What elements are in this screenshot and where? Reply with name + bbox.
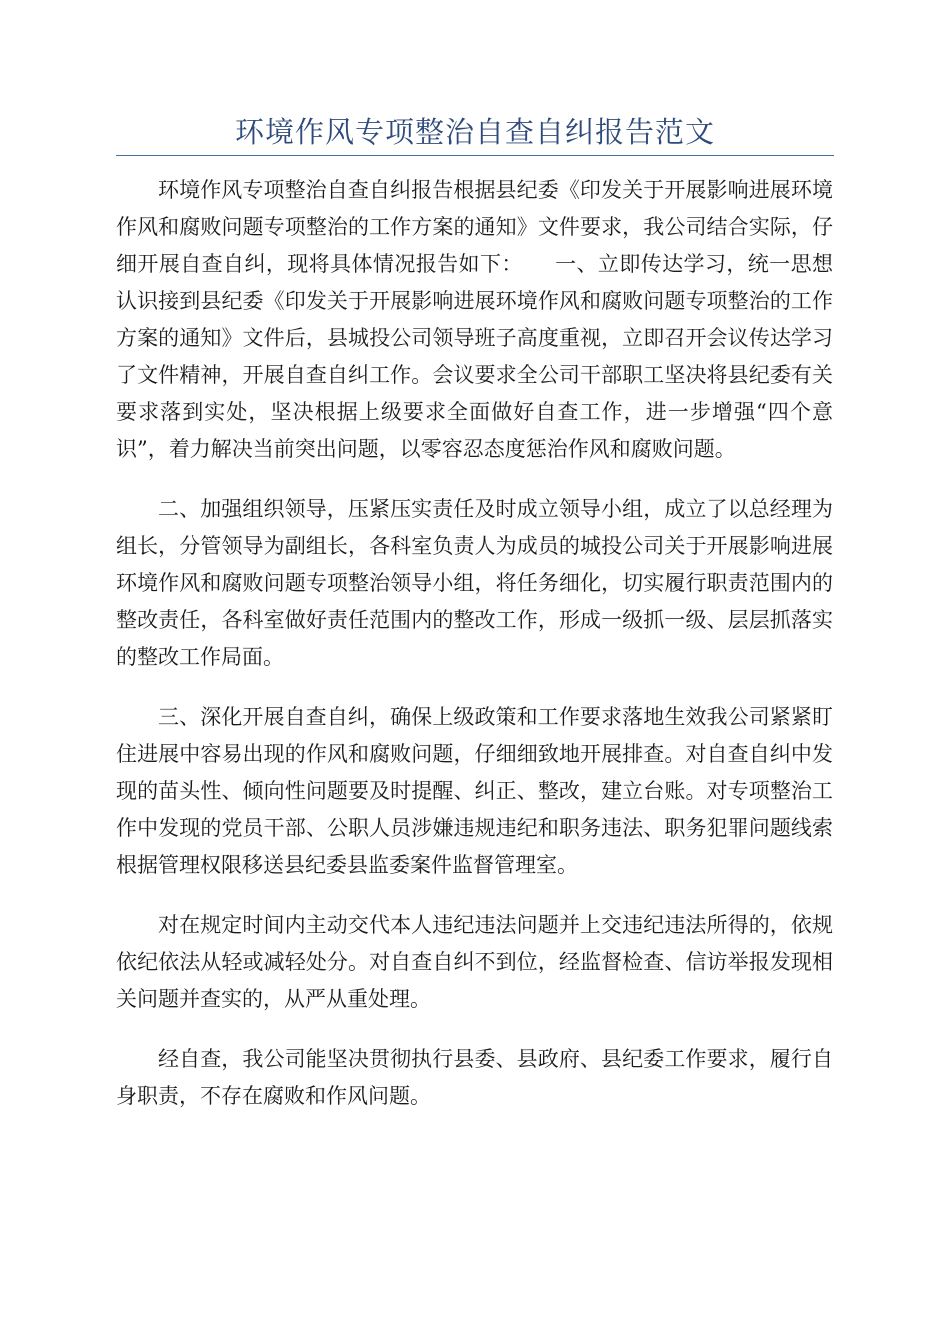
- paragraph-handling: 对在规定时间内主动交代本人违纪违法问题并上交违纪违法所得的，依规依纪依法从轻或减轻处分。对自查自纠不到位，经监督检查、信访举报发现相关问题并查实的，从严从重处理。: [116, 913, 833, 1011]
- paragraph-section-two: 二、加强组织领导，压紧压实责任及时成立领导小组，成立了以总经理为组长，分管领导为副组长，各科室负责人为成员的城投公司关于开展影响进展环境作风和腐败问题专项整治领导小组，将任务细化，切实履行职责范围内的整改责任，各科室做好责任范围内的整改工作，形成一级抓一级、层层抓落实的整改工作局面。: [116, 497, 833, 669]
- document-title: 环境作风专项整治自查自纠报告范文: [234, 115, 715, 149]
- title-underline: [116, 155, 834, 156]
- document-body: [116, 172, 833, 1115]
- paragraph-section-three: 三、深化开展自查自纠，确保上级政策和工作要求落地生效我公司紧紧盯住进展中容易出现的作风和腐败问题，仔细细致地开展排查。对自查自纠中发现的苗头性、倾向性问题要及时提醒、纠正、整改，建立台账。对专项整治工作中发现的党员干部、公职人员涉嫌违规违纪和职务违法、职务犯罪问题线索根据管理权限移送县纪委县监委案件监督管理室。: [116, 705, 833, 877]
- paragraph-conclusion: 经自查，我公司能坚决贯彻执行县委、县政府、县纪委工作要求，履行自身职责，不存在腐败和作风问题。: [116, 1047, 833, 1108]
- paragraph-intro: 环境作风专项整治自查自纠报告根据县纪委《印发关于开展影响进展环境作风和腐败问题专项整治的工作方案的通知》文件要求，我公司结合实际，仔细开展自查自纠，现将具体情况报告如下： 一、立即传达学习，统一思想认识接到县纪委《印发关于开展影响进展环境作风和腐败问题专项整治的工作方案的通知》文件后，县城投公司领导班子高度重视，立即召开会议传达学习了文件精神，开展自查自纠工作。会议要求全公司干部职工坚决将县纪委有关要求落到实处，坚决根据上级要求全面做好自查工作，进一步增强“四个意识”，着力解决当前突出问题，以零容忍态度惩治作风和腐败问题。: [116, 178, 833, 461]
